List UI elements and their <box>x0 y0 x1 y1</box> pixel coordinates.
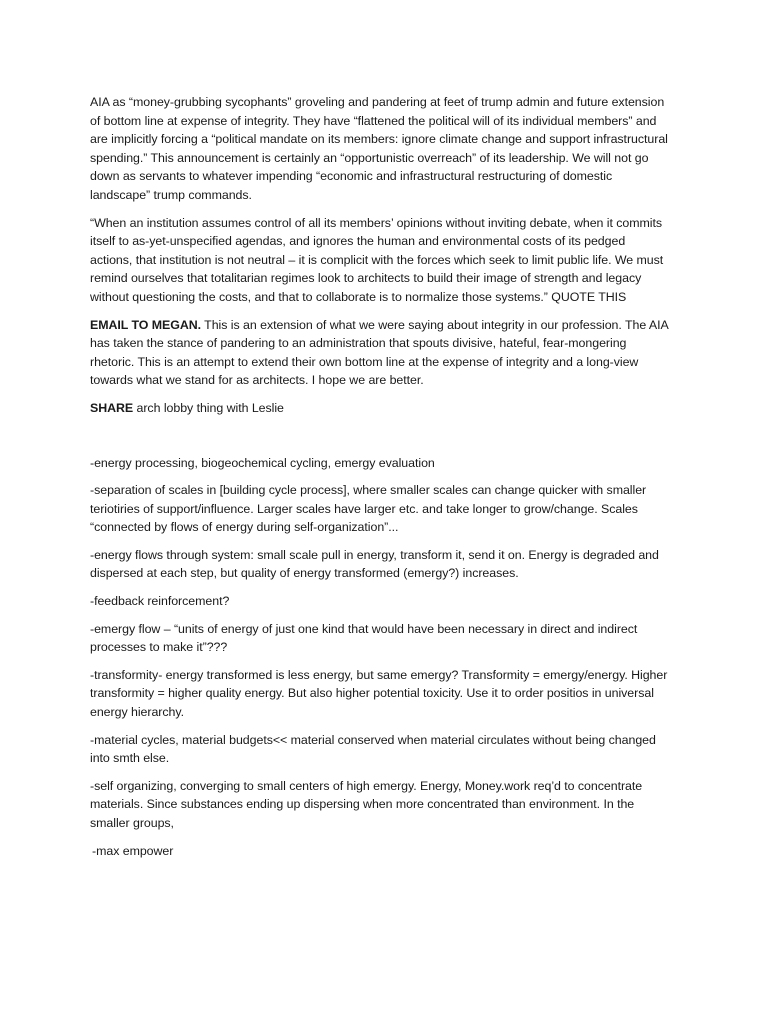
note-item: -material cycles, material budgets<< material conserved when material circulates without being changed into smth else. <box>90 732 656 766</box>
document-body <box>90 93 670 869</box>
note-item: -emergy flow – “units of energy of just one kind that would have been necessary in direct and indirect processes to make it”??? <box>90 621 638 655</box>
note-item: -separation of scales in [building cycle process], where smaller scales can change quicker with smaller teriotiries of support/influence. Larger scales have larger etc. and take longer to grow/change. Scales “connected by flows of energy during self-organization”... <box>90 483 647 535</box>
note-item: -energy processing, biogeochemical cycling, emergy evaluation <box>90 455 435 470</box>
note-item: -transformity- energy transformed is less energy, but same emergy? Transformity = emergy/energy. Higher transformity = higher quality energy. But also higher potential toxicity. Use it to order positios in universal energy hierarchy. <box>90 667 668 720</box>
share-text: arch lobby thing with Leslie <box>133 400 284 415</box>
paragraph-quote: “When an institution assumes control of all its members’ opinions without inviting debate, when it commits itself to as-yet-unspecified agendas, and ignores the human and environmental costs of its pedged actions, that institution is not neutral – it is complicit with the forces which seek to limit public life. We must remind ourselves that totalitarian regimes look to architects to build their image of strength and legacy without questioning the costs, and that to collaborate is to normalize those systems.” QUOTE THIS <box>90 215 664 304</box>
note-item: -self organizing, converging to small centers of high emergy. Energy, Money.work req’d to concentrate materials. Since substances ending up dispersing when more concentrated than environment. In the smaller groups, <box>90 778 643 830</box>
paragraph-aia: AIA as “money-grubbing sycophants” groveling and pandering at feet of trump admin and future extension of bottom line at expense of integrity. They have “flattened the political will of its individual members” and are implicitly forcing a “political mandate on its members: ignore climate change and support infrastructural spending.” This announcement is certainly an “opportunistic overreach” of its leadership. We will not go down as servants to whatever impending “economic and infrastructural restructuring of domestic landscape” trump commands. <box>90 95 668 202</box>
paragraph-share <box>90 399 670 418</box>
email-text: This is an extension of what we were saying about integrity in our profession. The AIA has taken the stance of pandering to an administration that spouts divisive, hateful, fear-mongering rhetoric. This is an attempt to extend their own bottom line at the expense of integrity and a long-view towards what we stand for as architects. I hope we are better. <box>90 317 669 388</box>
paragraph-email <box>90 316 670 390</box>
blank-line <box>90 427 670 454</box>
note-item-last: -max empower <box>92 843 174 858</box>
note-item: -energy flows through system: small scale pull in energy, transform it, send it on. Energy is degraded and dispersed at each step, but quality of energy transformed (emergy?) increases. <box>90 547 659 581</box>
share-heading: SHARE <box>90 400 134 415</box>
note-item: -feedback reinforcement? <box>90 594 230 609</box>
email-heading: EMAIL TO MEGAN. <box>90 317 202 332</box>
